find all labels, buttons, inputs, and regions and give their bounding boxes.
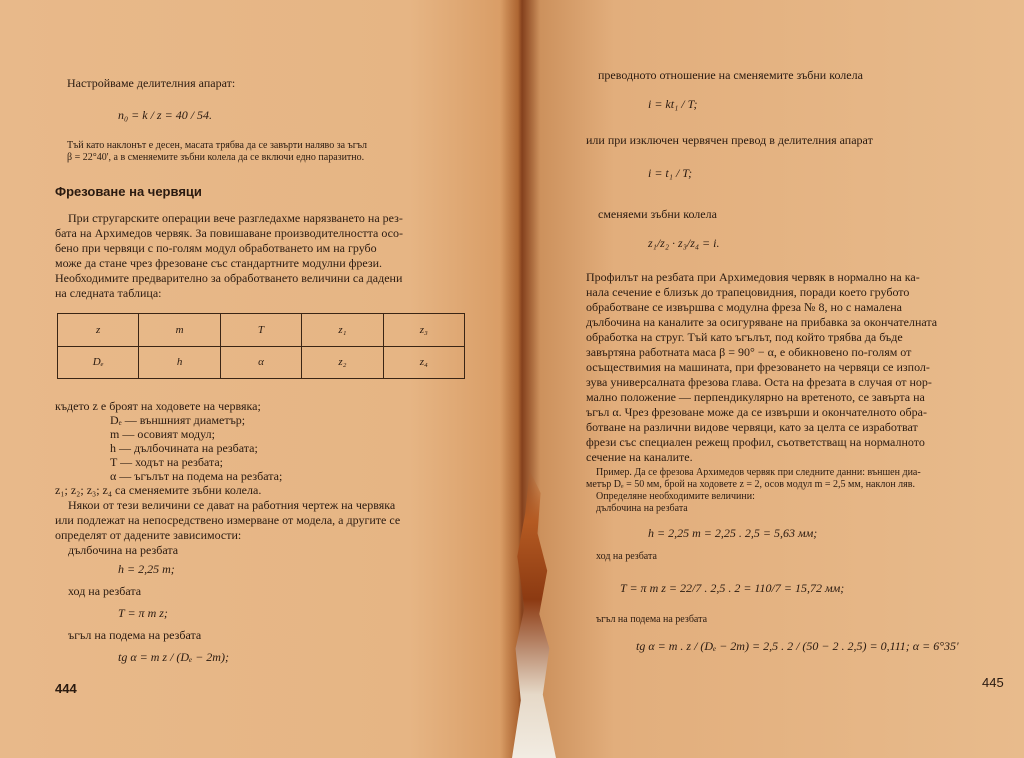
note-line-2: β = 22°40', а в сменяемите зъбни колела да се включи едно паразитно. [67, 152, 365, 163]
table-cell: T [220, 314, 301, 347]
profile-line-11: ботване на различни видове червяци, като за целта се изработват [586, 420, 918, 434]
legend-line-2: Dₑ — външният диаметър; [110, 413, 246, 427]
para1-line-4: може да стане чрез фрезоване със стандартните модулни фрези. [55, 256, 383, 270]
profile-line-6: завъртяна работната маса β = 90° − α, е обикновено по-голям от [586, 345, 912, 359]
legend-line-4: h — дълбочината на резбата; [110, 441, 258, 455]
right-page [528, 0, 1024, 758]
para1-line-2: бата на Архимедов червяк. За повишаване производителността осо- [55, 226, 403, 240]
gears-formula: z₁/z₂ · z₃/z₄ = i. [648, 236, 720, 250]
angle-formula: tg α = m z / (Dₑ − 2m); [118, 650, 229, 664]
intro-text: Настройваме делителния апарат: [67, 76, 236, 90]
gears-label: сменяеми зъбни колела [598, 207, 717, 221]
depth-formula: h = 2,25 m; [118, 562, 175, 576]
table-row [58, 314, 465, 347]
legend-line-6: α — ъгълът на подема на резбата; [110, 469, 283, 483]
table-cell: z₃ [383, 314, 464, 347]
lead-formula: T = π m z; [118, 606, 168, 620]
formula-n: n₀ = k / z = 40 / 54. [118, 108, 213, 122]
alt-label: или при изключен червячен превод в делителния апарат [586, 133, 873, 147]
legend-line-3: m — осовият модул; [110, 427, 215, 441]
example-line-3: Определяне необходимите величини: [596, 491, 755, 502]
para2-line-2: или подлежат на непосредствено измерване от модела, а другите се [55, 513, 401, 527]
depth-label: дълбочина на резбата [68, 543, 179, 557]
profile-line-7: осъществимия на машината, при фрезоването на червяци се изпол- [586, 360, 930, 374]
page-number-left: 444 [55, 681, 77, 696]
gear-ratio-label: преводното отношение на сменяемите зъбни колела [598, 68, 863, 82]
legend-line-7: z₁; z₂; z₃; z₄ са сменяемите зъбни колела. [55, 483, 262, 497]
table-cell: z [58, 314, 139, 347]
angle-label: ъгъл на подема на резбата [68, 628, 202, 642]
example-line-1: Пример. Да се фрезова Архимедов червяк при следните данни: външен диа- [596, 467, 921, 478]
profile-line-13: сечение на каналите. [586, 450, 693, 464]
profile-line-8: зува универсалната фрезова глава. Оста на фрезата в случая от нор- [586, 375, 932, 389]
i-formula-2: i = t₁ / T; [648, 166, 693, 180]
profile-line-9: мално положение — перпендикулярно на вретеното, се завърта на [586, 390, 925, 404]
profile-line-12: фрези със специален режещ профил, съответстващ на нормалното [586, 435, 925, 449]
para1-line-1: При стругарските операции вече разгледахме нарязването на рез- [68, 211, 403, 225]
h-calculation: h = 2,25 m = 2,25 . 2,5 = 5,63 мм; [648, 526, 818, 540]
i-formula-1: i = kt₁ / T; [648, 97, 698, 111]
para1-line-3: бено при червяци с по-голям модул обработването им на грубо [55, 241, 377, 255]
para2-line-3: определят от дадените зависимости: [55, 528, 242, 542]
angle-label-right: ъгъл на подема на резбата [596, 614, 708, 625]
profile-line-10: ъгъл α. Чрез фрезоване може да се извърши и окончателното обра- [586, 405, 927, 419]
table-row [58, 346, 465, 379]
para2-line-1: Някои от тези величини се дават на работния чертеж на червяка [68, 498, 396, 512]
variables-table [57, 313, 465, 379]
table-cell: h [139, 346, 220, 379]
lead-label-right: ход на резбата [596, 551, 657, 562]
example-line-4: дълбочина на резбата [596, 503, 688, 514]
profile-line-5: обработка на струг. Тъй като ъгълът, под който трябва да бъде [586, 330, 903, 344]
profile-line-2: нала сечение е близък до трапецовидния, поради което грубото [586, 285, 910, 299]
table-cell: z₄ [383, 346, 464, 379]
profile-line-4: дълбочина на каналите за осигуряване на прибавка за окончателната [586, 315, 938, 329]
table-cell: α [220, 346, 301, 379]
section-heading: Фрезоване на червяци [55, 184, 202, 199]
table-cell: Dₑ [58, 346, 139, 379]
table-cell: z₂ [302, 346, 383, 379]
table-cell: m [139, 314, 220, 347]
profile-line-3: обработване се извършва с модулна фреза № 8, но с намалена [586, 300, 902, 314]
example-line-2: метър Dₑ = 50 мм, брой на ходовете z = 2, осов модул m = 2,5 мм, наклон ляв. [586, 479, 915, 490]
table-cell: z₁ [302, 314, 383, 347]
legend-line-5: T — ходът на резбата; [110, 455, 223, 469]
para1-line-5: Необходимите предварително за обработването величини са дадени [55, 271, 403, 285]
note-line-1: Тъй като наклонът е десен, масата трябва да се завърти наляво за ъгъл [67, 140, 368, 151]
page-number-right: 445 [982, 675, 1004, 690]
legend-line-1: където z е броят на ходовете на червяка; [55, 399, 261, 413]
para1-line-6: на следната таблица: [55, 286, 162, 300]
lead-label: ход на резбата [68, 584, 142, 598]
profile-line-1: Профилът на резбата при Архимедовия червяк в нормално на ка- [586, 270, 920, 284]
t-calculation: T = π m z = 22/7 . 2,5 . 2 = 110/7 = 15,72 мм; [620, 581, 845, 595]
tg-calculation: tg α = m . z / (Dₑ − 2m) = 2,5 . 2 / (50 − 2 . 2,5) = 0,111; α = 6°35' [636, 639, 959, 653]
